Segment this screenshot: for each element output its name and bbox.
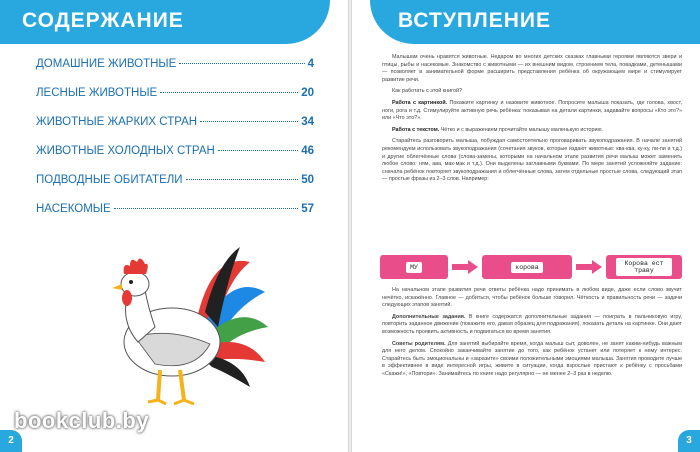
toc-item-label: ДОМАШНИЕ ЖИВОТНЫЕ	[36, 58, 177, 70]
flow-step-1	[380, 255, 448, 279]
toc-item[interactable]	[36, 116, 314, 145]
toc-item[interactable]	[36, 145, 314, 174]
toc-leader-dots	[200, 121, 298, 122]
flow-step-3-text: Корова ест траву	[616, 258, 672, 276]
intro-title: ВСТУПЛЕНИЕ	[398, 9, 552, 32]
toc-leader-dots	[160, 92, 298, 93]
flow-step-2	[482, 255, 572, 279]
toc-item-page: 4	[307, 58, 314, 70]
flow-step-3	[606, 255, 682, 279]
intro-paragraph: Малышам очень нравятся животные. Недаром во многих детских сказках главными героями являются звери и птицы, рыбы и насекомые. Знакомство с животными — их внешним видом, строением тела, повадками, детенышами — позволяет в занимательной форме расширить представления ребёнка об окружающем мире и стимулирует развитие речи.	[382, 54, 682, 83]
toc-leader-dots	[218, 150, 298, 151]
speech-steps-diagram	[380, 253, 682, 281]
toc-item-page: 20	[301, 87, 314, 99]
toc-item-page: 57	[301, 203, 314, 215]
toc-item-label: ЛЕСНЫЕ ЖИВОТНЫЕ	[36, 87, 158, 99]
toc-leader-dots	[114, 208, 299, 209]
table-of-contents	[36, 58, 314, 232]
watermark: bookclub.by	[14, 408, 150, 433]
intro-text-block-2	[382, 287, 682, 383]
text-work-paragraph	[382, 127, 682, 135]
parents-advice-heading: Советы родителям.	[392, 340, 446, 347]
toc-item[interactable]	[36, 58, 314, 87]
flow-arrow-icon	[468, 260, 478, 274]
toc-item-page: 34	[301, 116, 314, 128]
toc-item-page: 50	[301, 174, 314, 186]
flow-step-1-text: МУ	[406, 262, 422, 273]
extra-tasks-paragraph	[382, 314, 682, 337]
toc-item-label: ПОДВОДНЫЕ ОБИТАТЕЛИ	[36, 174, 183, 186]
toc-leader-dots	[186, 179, 299, 180]
flow-step-2-text: корова	[511, 262, 542, 273]
speech-paragraph: Старайтесь разговорить малыша, побуждая самостоятельно проговаривать звукоподражания. В начале занятий рекомендуем использовать звукоподражания (сочетания звуков, которые издают животные: ква-ква, ку-ку, пи-пи и т.д.) и другие облегчённые слова (слова-замены, которыми на начальном этапе развития речи малыш может заменить любое слово: ням, ава, мак-мак и т.д.). Они выделены заглавными буквами. По мере занятий усложняйте задание: сначала ребёнок повторяет звукоподражания и облегчённые слова, затем отдельные простые слова, следующий этап — простые фразы из 2–3 слов. Например:	[382, 138, 682, 183]
picture-work-paragraph	[382, 100, 682, 123]
toc-item-label: ЖИВОТНЫЕ ЖАРКИХ СТРАН	[36, 116, 198, 128]
extra-tasks-text: В книге содержатся дополнительные задания — поиграть в пальчиковую игру, повторить заданное движение (покажите его, давая образец для подражания), показать деталь на картинке. Они дают возможность проявить активность и подвигаться во время занятия.	[382, 313, 682, 335]
page-number-right: 3	[678, 430, 700, 452]
toc-item-label: НАСЕКОМЫЕ	[36, 203, 111, 215]
text-work-text: Чётко и с выражением прочитайте малышу маленькую историю.	[440, 126, 604, 133]
flow-arrow-icon	[592, 260, 602, 274]
extra-tasks-heading: Дополнительные задания.	[392, 313, 466, 320]
rooster-illustration	[100, 232, 270, 422]
answers-paragraph: На начальном этапе развития речи ответы ребёнка надо принимать в любом виде, даже если слово звучит нечётко, искажённо. Главное — добиться, чтобы ребёнок больше говорил. Чёткость и правильность речи — задачи следующих этапов занятий.	[382, 287, 682, 309]
page-number-left: 2	[0, 430, 22, 452]
picture-work-text: Покажите картинку и назовите животное. Попросите малыша показать, где голова, хвост, ноги, рога и т.д. Стимулируйте активную речь ребёнка: показывая на детали картинки, задавайте вопросы «Кто это?» или «Что это?».	[382, 99, 682, 122]
left-page	[0, 0, 348, 452]
toc-item[interactable]	[36, 203, 314, 232]
right-page	[352, 0, 700, 452]
how-to-question: Как работать с этой книгой?	[392, 88, 462, 95]
toc-item[interactable]	[36, 174, 314, 203]
toc-item-label: ЖИВОТНЫЕ ХОЛОДНЫХ СТРАН	[36, 145, 215, 157]
toc-leader-dots	[179, 63, 304, 64]
toc-item[interactable]	[36, 87, 314, 116]
picture-work-heading: Работа с картинкой.	[392, 99, 448, 106]
parents-advice-text: Для занятий выбирайте время, когда малыш сыт, доволен, не занят каким-нибудь важным для него делом. Спокойно заканчивайте занятие до того, как ребёнок устанет или потеряет к нему интерес. Старайтесь быть эмоциональны и «заразите» своими положительными эмоциями малыша. Занятия проводите лучше в эффективнее в виде интересной игры, живите в ситуации, когда взрослые пристают к ребёнку с просьбами «Скажи!», «Повтори». Занимайтесь по книге надо регулярно — не менее 2–3 раз в неделю.	[382, 340, 682, 377]
text-work-heading: Работа с текстом.	[392, 126, 440, 133]
toc-item-page: 46	[301, 145, 314, 157]
contents-title: СОДЕРЖАНИЕ	[22, 9, 184, 32]
intro-text-block	[382, 54, 682, 188]
parents-advice-paragraph	[382, 341, 682, 379]
